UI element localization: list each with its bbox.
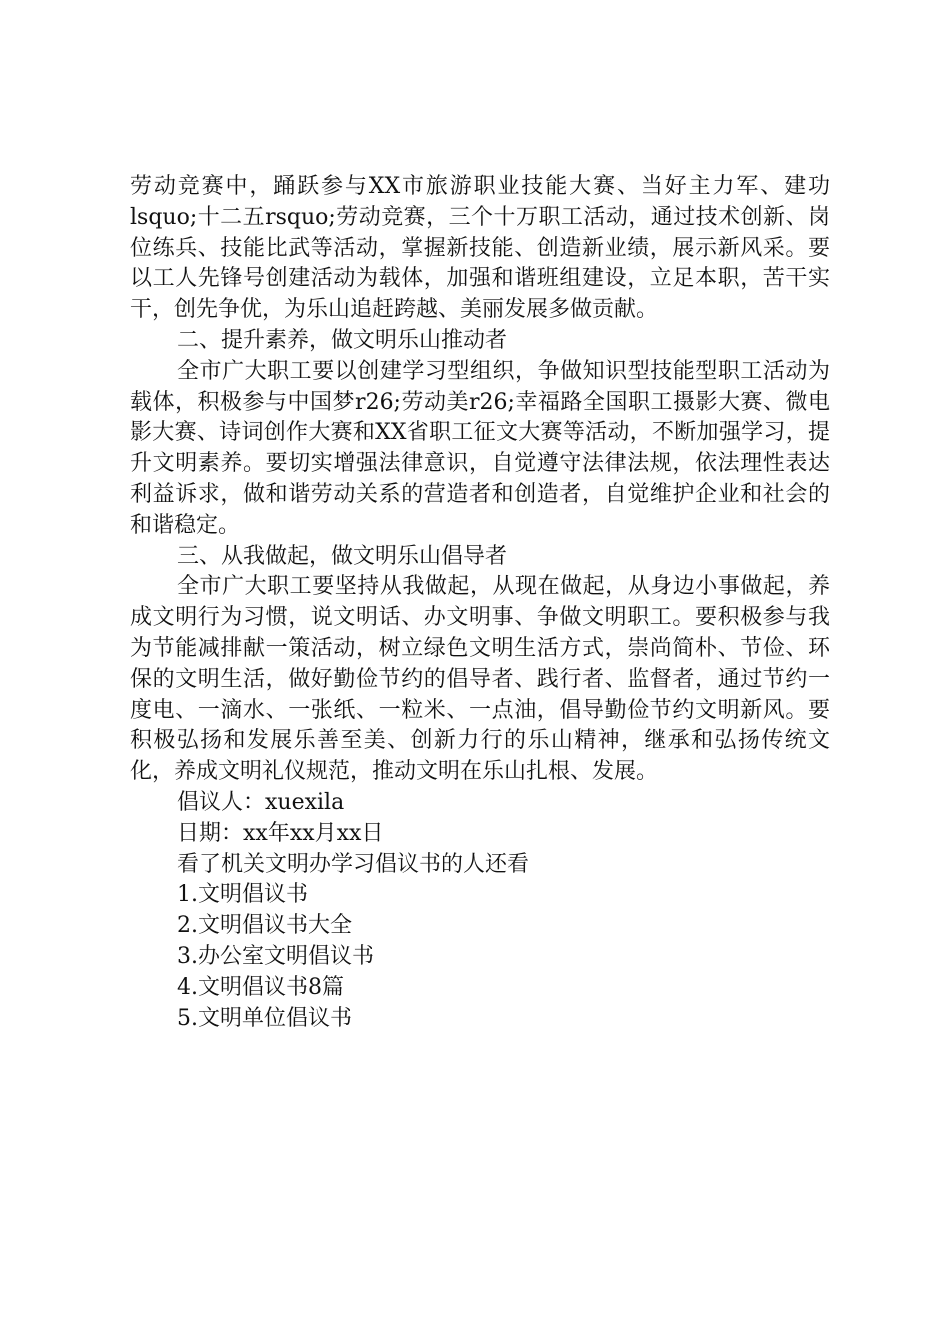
date-line: 日期：xx年xx月xx日 xyxy=(177,820,384,846)
related-link-4[interactable]: 4.文明倡议书8篇 xyxy=(177,974,344,1000)
signer-line: 倡议人：xuexila xyxy=(177,789,345,815)
related-link-2[interactable]: 2.文明倡议书大全 xyxy=(177,913,352,939)
paragraph-literacy: 全市广大职工要以创建学习型组织，争做知识型技能型职工活动为载体，积极参与中国梦r26;劳动美r26;幸福路全国职工摄影大赛、微电影大赛、诗词创作大赛和XX省职工征文大赛等活动，不断加强学习，提升文明素养。要切实增强法律意识，自觉遵守法律法规，依法理性表达利益诉求，做和谐劳动关系的营造者和创造者，自觉维护企业和社会的和谐稳定。 xyxy=(130,358,830,538)
section-heading-three: 三、从我做起，做文明乐山倡导者 xyxy=(177,543,508,569)
document-body xyxy=(130,172,830,1034)
related-heading: 看了机关文明办学习倡议书的人还看 xyxy=(177,851,530,877)
related-link-1[interactable]: 1.文明倡议书 xyxy=(177,882,308,908)
related-link-5[interactable]: 5.文明单位倡议书 xyxy=(177,1005,352,1031)
related-link-3[interactable]: 3.办公室文明倡议书 xyxy=(177,943,374,969)
paragraph-start-with-me: 全市广大职工要坚持从我做起，从现在做起，从身边小事做起，养成文明行为习惯，说文明话、办文明事、争做文明职工。要积极参与我为节能减排献一策活动，树立绿色文明生活方式，崇尚简朴、节俭、环保的文明生活，做好勤俭节约的倡导者、践行者、监督者，通过节约一度电、一滴水、一张纸、一粒米、一点油，倡导勤俭节约文明新风。要积极弘扬和发展乐善至美、创新力行的乐山精神，继承和弘扬传统文化，养成文明礼仪规范，推动文明在乐山扎根、发展。 xyxy=(130,574,830,785)
paragraph-labor-competition: 劳动竞赛中，踊跃参与XX市旅游职业技能大赛、当好主力军、建功lsquo;十二五rsquo;劳动竞赛，三个十万职工活动，通过技术创新、岗位练兵、技能比武等活动，掌握新技能、创造新业绩，展示新风采。要以工人先锋号创建活动为载体，加强和谐班组建设，立足本职，苦干实干，创先争优，为乐山追赶跨越、美丽发展多做贡献。 xyxy=(130,174,830,323)
section-heading-two: 二、提升素养，做文明乐山推动者 xyxy=(177,327,508,353)
